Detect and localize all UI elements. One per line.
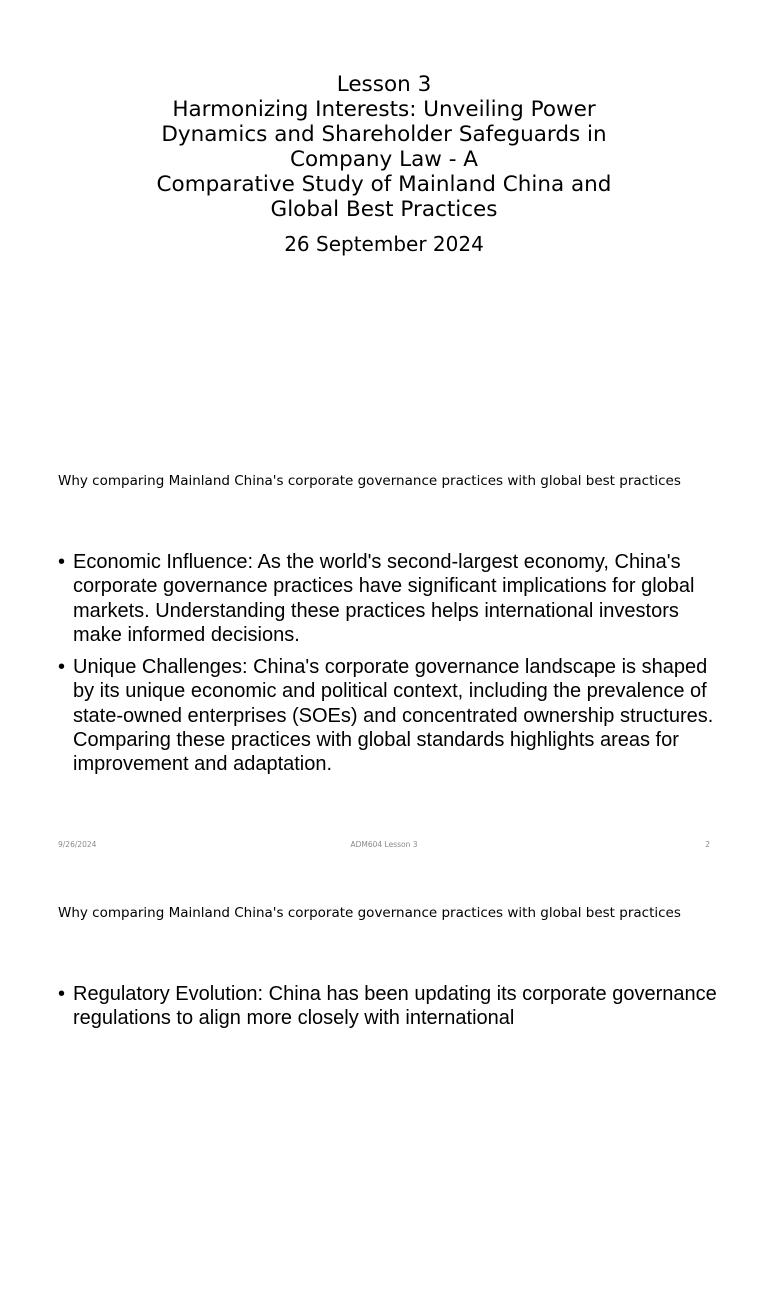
- presentation-date: 26 September 2024: [284, 232, 484, 256]
- title-line: Company Law - A: [290, 147, 478, 172]
- bullet-text: Economic Influence: As the world's second-largest economy, China's corporate governance practices have significant implications for global markets. Understanding these practices helps international investors make informed decisions.: [73, 551, 695, 646]
- slide-heading: Why comparing Mainland China's corporate governance practices with global best practices: [58, 473, 681, 489]
- bullet-icon: •: [58, 551, 66, 573]
- bullet-icon: •: [58, 656, 66, 679]
- slide-title: [100, 72, 668, 222]
- title-line: Dynamics and Shareholder Safeguards in: [161, 122, 607, 147]
- title-line: Harmonizing Interests: Unveiling Power: [172, 97, 596, 122]
- bullet-item: [58, 550, 718, 647]
- bullet-list: [58, 982, 718, 1039]
- bullet-item: [58, 982, 718, 1031]
- bullet-text: Unique Challenges: China's corporate governance landscape is shaped by its unique economic and political context, including the prevalence of state-owned enterprises (SOEs) and concentrated ownership structures. Comparing these practices with global standards highlights areas for improvement and adaptation.: [73, 656, 714, 776]
- slide-heading: Why comparing Mainland China's corporate governance practices with global best practices: [58, 905, 681, 921]
- footer-date: 9/26/2024: [58, 840, 97, 849]
- bullet-icon: •: [58, 983, 66, 1005]
- title-line: Lesson 3: [336, 72, 432, 97]
- title-line: Comparative Study of Mainland China and: [156, 172, 612, 197]
- bullet-item: [58, 655, 718, 776]
- content-slide-3: [0, 864, 768, 1296]
- content-slide-2: [0, 432, 768, 864]
- bullet-text: Regulatory Evolution: China has been updating its corporate governance regulations to align more closely with international: [73, 983, 717, 1030]
- footer-course: ADM604 Lesson 3: [350, 840, 418, 849]
- title-line: Global Best Practices: [270, 197, 498, 222]
- title-slide: [0, 0, 768, 432]
- bullet-list: [58, 550, 718, 785]
- footer-page-number: 2: [705, 840, 710, 849]
